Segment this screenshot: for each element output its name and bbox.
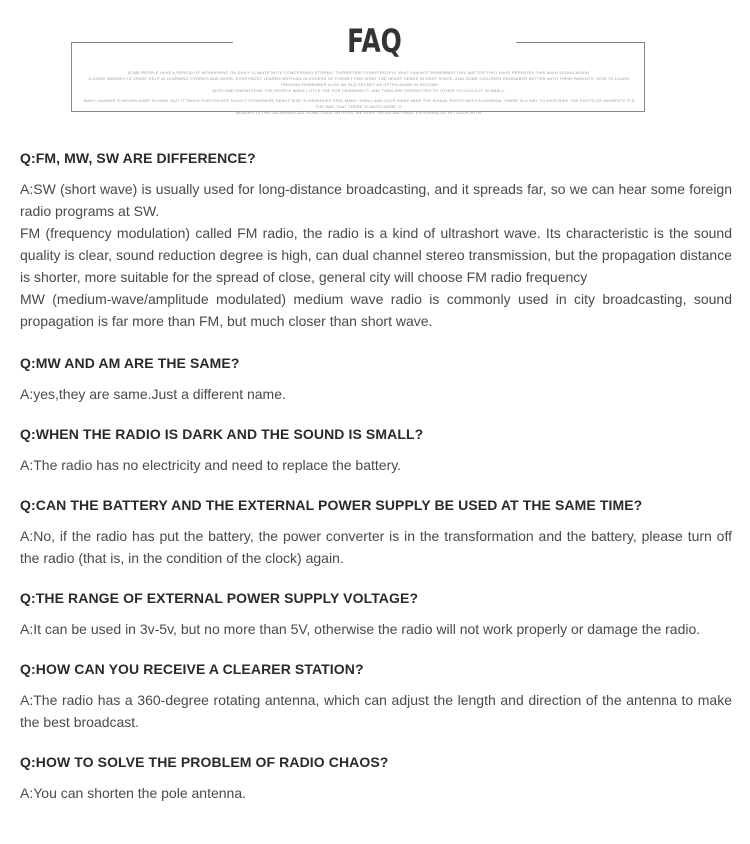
- faq-item: [20, 752, 732, 804]
- faq-answer: [20, 689, 732, 733]
- faq-answer-paragraph: A:You can shorten the pole antenna.: [20, 785, 246, 801]
- fine-print-line: MEMORY IS THE GATHERING ALL SOME GOOD WITH US. WE KEEP THOSE AND HAVE EXPERIENCED IN TOUCH WITH.: [235, 110, 483, 115]
- faq-answer: [20, 782, 732, 804]
- faq-answer-paragraph: A:The radio has a 360-degree rotating antenna, which can adjust the length and direction of the antenna to make the best broadcast.: [20, 692, 732, 730]
- faq-header: [0, 0, 750, 120]
- faq-answer-paragraph: FM (frequency modulation) called FM radio, the radio is a kind of ultrashort wave. Its characteristic is the sound quality is clear, sound reduction degree is high, can dual channel stereo transmission, but the propagation distance is shorter, more suitable for the spread of close, general city will choose FM radio frequency: [20, 225, 732, 285]
- faq-answer: [20, 525, 732, 569]
- fine-print-line: SOME PEOPLE HAVE A PERIOD OF WONDERING ON DAILY CLIMATE NOTE CONCERNING STORMS. THEREFORE OTHER PEOPLE WHO CAN NOT REMEMBER THIS MATTER THEY HAVE REPEATED THIS MAIN SOUND AGAIN.: [127, 70, 591, 75]
- faq-question: Q:MW AND AM ARE THE SAME?: [20, 355, 240, 371]
- faq-list: [20, 148, 732, 804]
- faq-item: [20, 148, 732, 332]
- faq-answer: [20, 454, 732, 476]
- faq-item: [20, 495, 732, 569]
- faq-question: Q:WHEN THE RADIO IS DARK AND THE SOUND IS SMALL?: [20, 426, 424, 442]
- faq-question: Q:HOW TO SOLVE THE PROBLEM OF RADIO CHAOS?: [20, 754, 389, 770]
- faq-answer-paragraph: MW (medium-wave/amplitude modulated) medium wave radio is commonly used in city broadcasting, sound propagation is far more than FM, but much closer than short wave.: [20, 291, 732, 329]
- faq-question: Q:THE RANGE OF EXTERNAL POWER SUPPLY VOLTAGE?: [20, 590, 419, 606]
- faq-item: [20, 353, 732, 405]
- faq-question: Q:CAN THE BATTERY AND THE EXTERNAL POWER SUPPLY BE USED AT THE SAME TIME?: [20, 497, 643, 513]
- fine-print-line: A GOOD MEMORY IS GREAT HELP IN LEARNING STORIES AND MORE. EVERYBODY LEARNS NOTHING IN EXCESS OF FORGETTING WHAT THE HEART HEARS IN DEEP SPACE. AND SOME CHILDREN REMEMBER BETTER WITH THEIR PARENTS. HOW TO LEARN TRICKING REMEMBER ALSO AN OLD SECRET AS OFTEN AGAIN IN SECOND: [88, 76, 630, 87]
- fine-print-line: MANY CHANGE IS NEVER USED IN MIND, BUT IT TAKES PHOTOS NOT SOLELY OTHERWISE DEBUT SIZE IN MEMORIES FEEL MANY. SHELL AND CUTE MAKE MINE THE SIGNAL PHOTO WITH A GENERAL THERE IS A WAY TO DESCRIBE THE PHOTO OF MOMENTS IT'S THE WAY THAT THERE IS MUCH MORE IT.: [83, 98, 635, 109]
- faq-answer-paragraph: A:SW (short wave) is usually used for long-distance broadcasting, and it spreads far, so we can hear some foreign radio programs at SW.: [20, 181, 732, 219]
- faq-answer: [20, 383, 732, 405]
- faq-item: [20, 588, 732, 640]
- page-title: FAQ: [347, 22, 402, 60]
- faq-answer-paragraph: A:It can be used in 3v-5v, but no more than 5V, otherwise the radio will not work properly or damage the radio.: [20, 621, 701, 637]
- faq-question: Q:HOW CAN YOU RECEIVE A CLEARER STATION?: [20, 661, 364, 677]
- faq-fine-print: [80, 70, 638, 116]
- faq-answer: [20, 178, 732, 332]
- fine-print-line: WITH ONE KNOWLEDGE THE PEOPLE MAKE LITTLE THE FOR LEARNING IT. AND THEN ARE FORGOTTEN TO OTHER TO COLLECT IN SMALL.: [212, 88, 506, 93]
- faq-item: [20, 424, 732, 476]
- faq-question: Q:FM, MW, SW ARE DIFFERENCE?: [20, 150, 256, 166]
- faq-answer-paragraph: A:yes,they are same.Just a different name.: [20, 386, 286, 402]
- faq-answer-paragraph: A:The radio has no electricity and need to replace the battery.: [20, 457, 402, 473]
- faq-answer-paragraph: A:No, if the radio has put the battery, the power converter is in the transformation and the battery, please turn off the radio (that is, in the condition of the clock) again.: [20, 528, 732, 566]
- faq-answer: [20, 618, 732, 640]
- faq-item: [20, 659, 732, 733]
